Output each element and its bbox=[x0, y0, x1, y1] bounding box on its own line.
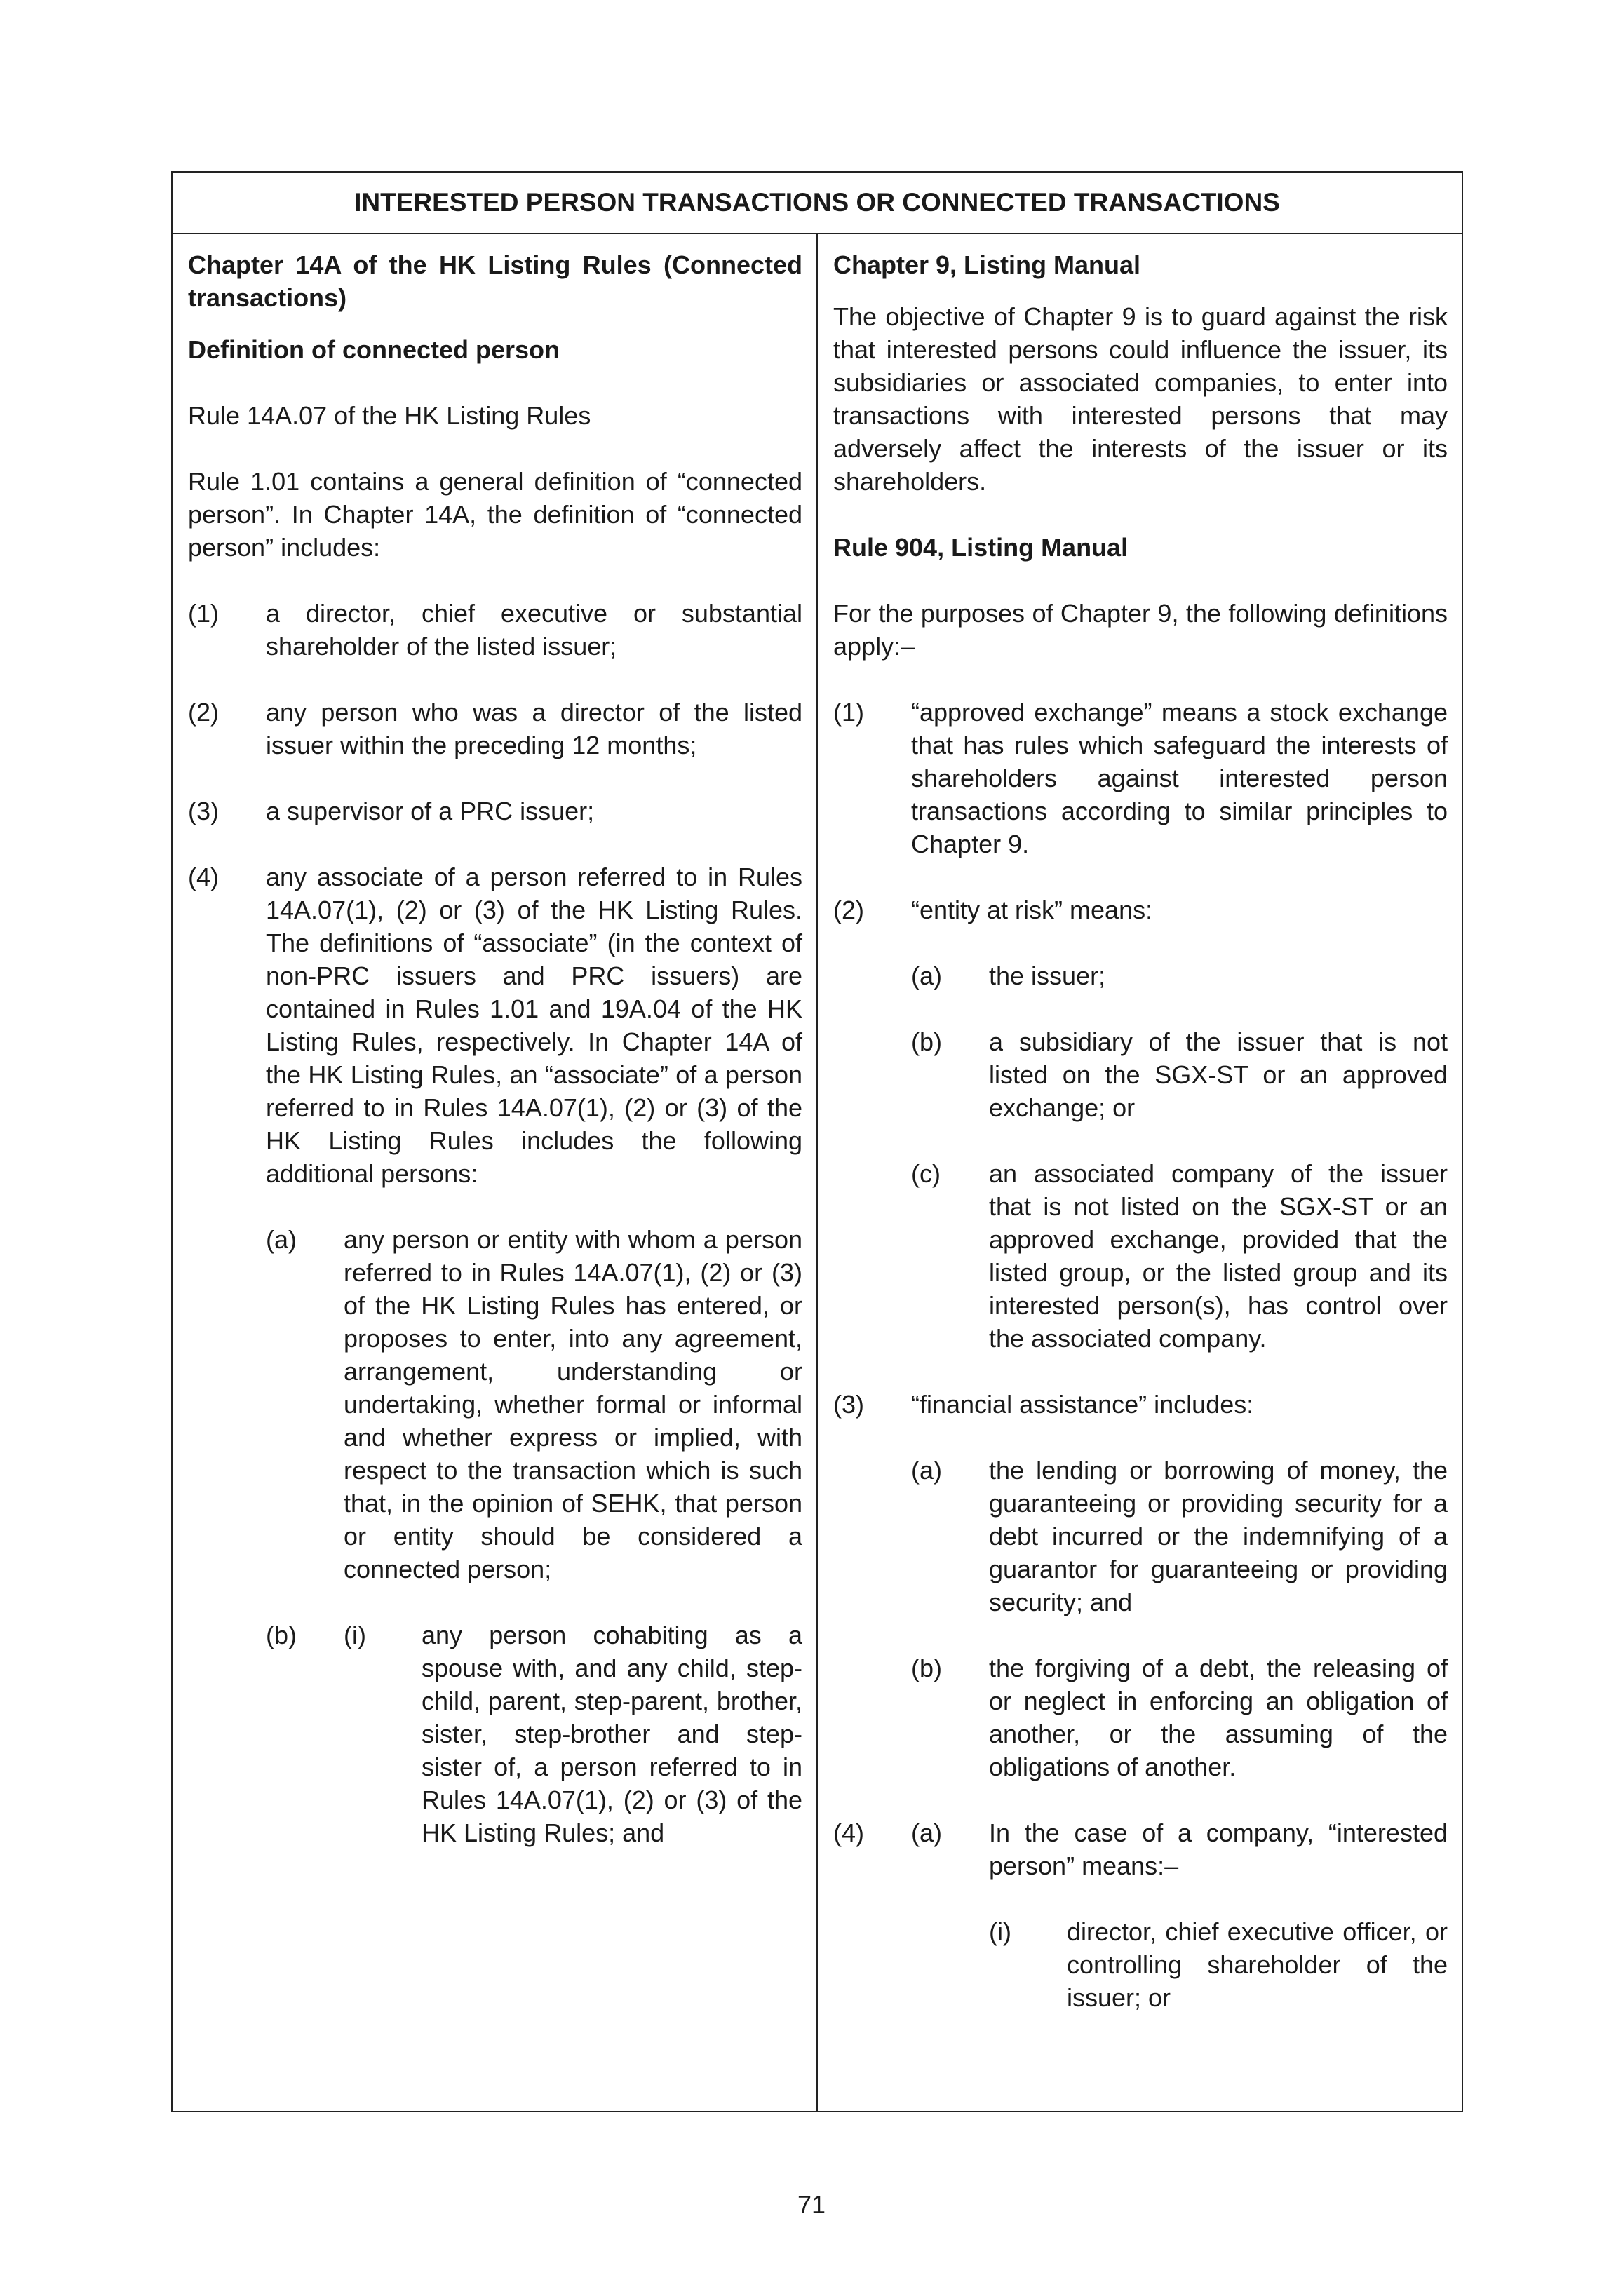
left-rule-ref: Rule 14A.07 of the HK Listing Rules bbox=[188, 401, 591, 430]
right-column bbox=[833, 248, 1448, 2014]
item-text: any associate of a person referred to in Rules 14A.07(1), (2) or (3) of the HK Listing Rules. The definitions of “associate” (in the context of non-PRC issuers and PRC issuers) are contained in Rules 1.01 and 19A.04 of the HK Listing Rules, respectively. In Chapter 14A of the HK Listing Rules, an “associate” of a person referred to in Rules 14A.07(1), (2) or (3) of the HK Listing Rules includes the following additional persons: bbox=[266, 863, 802, 1188]
right-heading: Chapter 9, Listing Manual bbox=[833, 250, 1141, 279]
list-item bbox=[188, 860, 802, 1190]
list-item bbox=[833, 1816, 1448, 1882]
item-number: (3) bbox=[188, 797, 219, 825]
sub-item-number: (a) bbox=[266, 1225, 297, 1254]
item-number: (4) bbox=[188, 863, 219, 891]
item-text: “financial assistance” includes: bbox=[911, 1390, 1254, 1419]
item-text: “entity at risk” means: bbox=[911, 896, 1153, 924]
sub-sub-item-text: any person cohabiting as a spouse with, and any child, step-child, parent, step-parent, brother, sister, step-brother and step-sister of, a person referred to in Rules 14A.07(1), (2) or (3) of the HK Listing Rules; and bbox=[422, 1621, 802, 1847]
sub-list bbox=[911, 1454, 1448, 1783]
sub-item-number: (b) bbox=[911, 1654, 942, 1682]
list-item bbox=[833, 893, 1448, 926]
sub-item-number: (a) bbox=[911, 1456, 942, 1485]
sub-item bbox=[911, 1157, 1448, 1355]
list-item bbox=[188, 795, 802, 828]
sub-item-text: any person or entity with whom a person referred to in Rules 14A.07(1), (2) or (3) of the HK Listing Rules has entered, or proposes to enter, into any agreement, arrangement, understanding or undertaking, whether formal or informal and whether express or implied, with respect to the transaction which is such that, in the opinion of SEHK, that person or entity should be considered a connected person; bbox=[344, 1225, 802, 1583]
sub-item-text: director, chief executive officer, or controlling shareholder of the issuer; or bbox=[1067, 1917, 1448, 2012]
item-number: (4) bbox=[833, 1818, 864, 1847]
item-number: (1) bbox=[188, 599, 219, 628]
list-item bbox=[833, 1388, 1448, 1421]
left-column bbox=[188, 248, 802, 1849]
sub-item bbox=[266, 1223, 802, 1586]
item-number: (2) bbox=[188, 698, 219, 727]
sub-item-number: (b) bbox=[911, 1027, 942, 1056]
item-text: In the case of a company, “interested person” means:– bbox=[989, 1818, 1448, 1880]
column-divider bbox=[816, 233, 818, 2112]
sub-item-text: the forgiving of a debt, the releasing of or neglect in enforcing an obligation of another, or the assuming of the obligations of another. bbox=[989, 1654, 1448, 1781]
right-objective: The objective of Chapter 9 is to guard against the risk that interested persons could influence the issuer, its subsidiaries or associated companies, to enter into transactions with interested persons that may adversely affect the interests of the issuer or its shareholders. bbox=[833, 302, 1448, 496]
item-number: (3) bbox=[833, 1390, 864, 1419]
sub-item-text: a subsidiary of the issuer that is not listed on the SGX-ST or an approved exchange; or bbox=[989, 1027, 1448, 1122]
sub-item bbox=[266, 1619, 802, 1849]
sub-list bbox=[989, 1915, 1448, 2014]
sub-item bbox=[989, 1915, 1448, 2014]
list-item bbox=[188, 696, 802, 762]
left-subheading: Definition of connected person bbox=[188, 335, 560, 364]
sub-item bbox=[911, 959, 1448, 992]
item-text: “approved exchange” means a stock exchange that has rules which safeguard the interests of shareholders against interested person transactions according to similar principles to Chapter 9. bbox=[911, 698, 1448, 858]
left-intro: Rule 1.01 contains a general definition of “connected person”. In Chapter 14A, the definition of “connected person” includes: bbox=[188, 467, 802, 562]
sub-sub-item-number: (i) bbox=[344, 1621, 366, 1649]
sub-item-number: (i) bbox=[989, 1917, 1011, 1946]
sub-item-text: the issuer; bbox=[989, 961, 1106, 990]
sub-item-text: an associated company of the issuer that is not listed on the SGX-ST or an approved exchange, provided that the listed group, or the listed group and its interested person(s), has control over the associated company. bbox=[989, 1159, 1448, 1353]
sub-item-number: (a) bbox=[911, 1818, 942, 1847]
item-number: (1) bbox=[833, 698, 864, 727]
sub-item-number: (c) bbox=[911, 1159, 941, 1188]
right-intro: For the purposes of Chapter 9, the following definitions apply:– bbox=[833, 599, 1448, 661]
sub-item bbox=[911, 1025, 1448, 1124]
page-number: 71 bbox=[797, 2190, 826, 2219]
item-text: any person who was a director of the listed issuer within the preceding 12 months; bbox=[266, 698, 802, 759]
item-number: (2) bbox=[833, 896, 864, 924]
sub-item-text: the lending or borrowing of money, the guaranteeing or providing security for a debt incurred or the indemnifying of a guarantor for guaranteeing or providing security; and bbox=[989, 1456, 1448, 1616]
table-header: INTERESTED PERSON TRANSACTIONS OR CONNECTED TRANSACTIONS bbox=[173, 173, 1462, 234]
sub-item bbox=[911, 1454, 1448, 1619]
left-heading: Chapter 14A of the HK Listing Rules (Connected transactions) bbox=[188, 250, 802, 312]
sub-item bbox=[911, 1652, 1448, 1783]
sub-item-number: (a) bbox=[911, 961, 942, 990]
item-text: a director, chief executive or substantial shareholder of the listed issuer; bbox=[266, 599, 802, 661]
list-item bbox=[188, 597, 802, 663]
right-rule-heading: Rule 904, Listing Manual bbox=[833, 533, 1129, 562]
sub-item-number: (b) bbox=[266, 1621, 297, 1649]
sub-list bbox=[266, 1223, 802, 1849]
sub-list bbox=[911, 959, 1448, 1355]
comparison-table bbox=[171, 171, 1463, 2112]
item-text: a supervisor of a PRC issuer; bbox=[266, 797, 595, 825]
list-item bbox=[833, 696, 1448, 860]
